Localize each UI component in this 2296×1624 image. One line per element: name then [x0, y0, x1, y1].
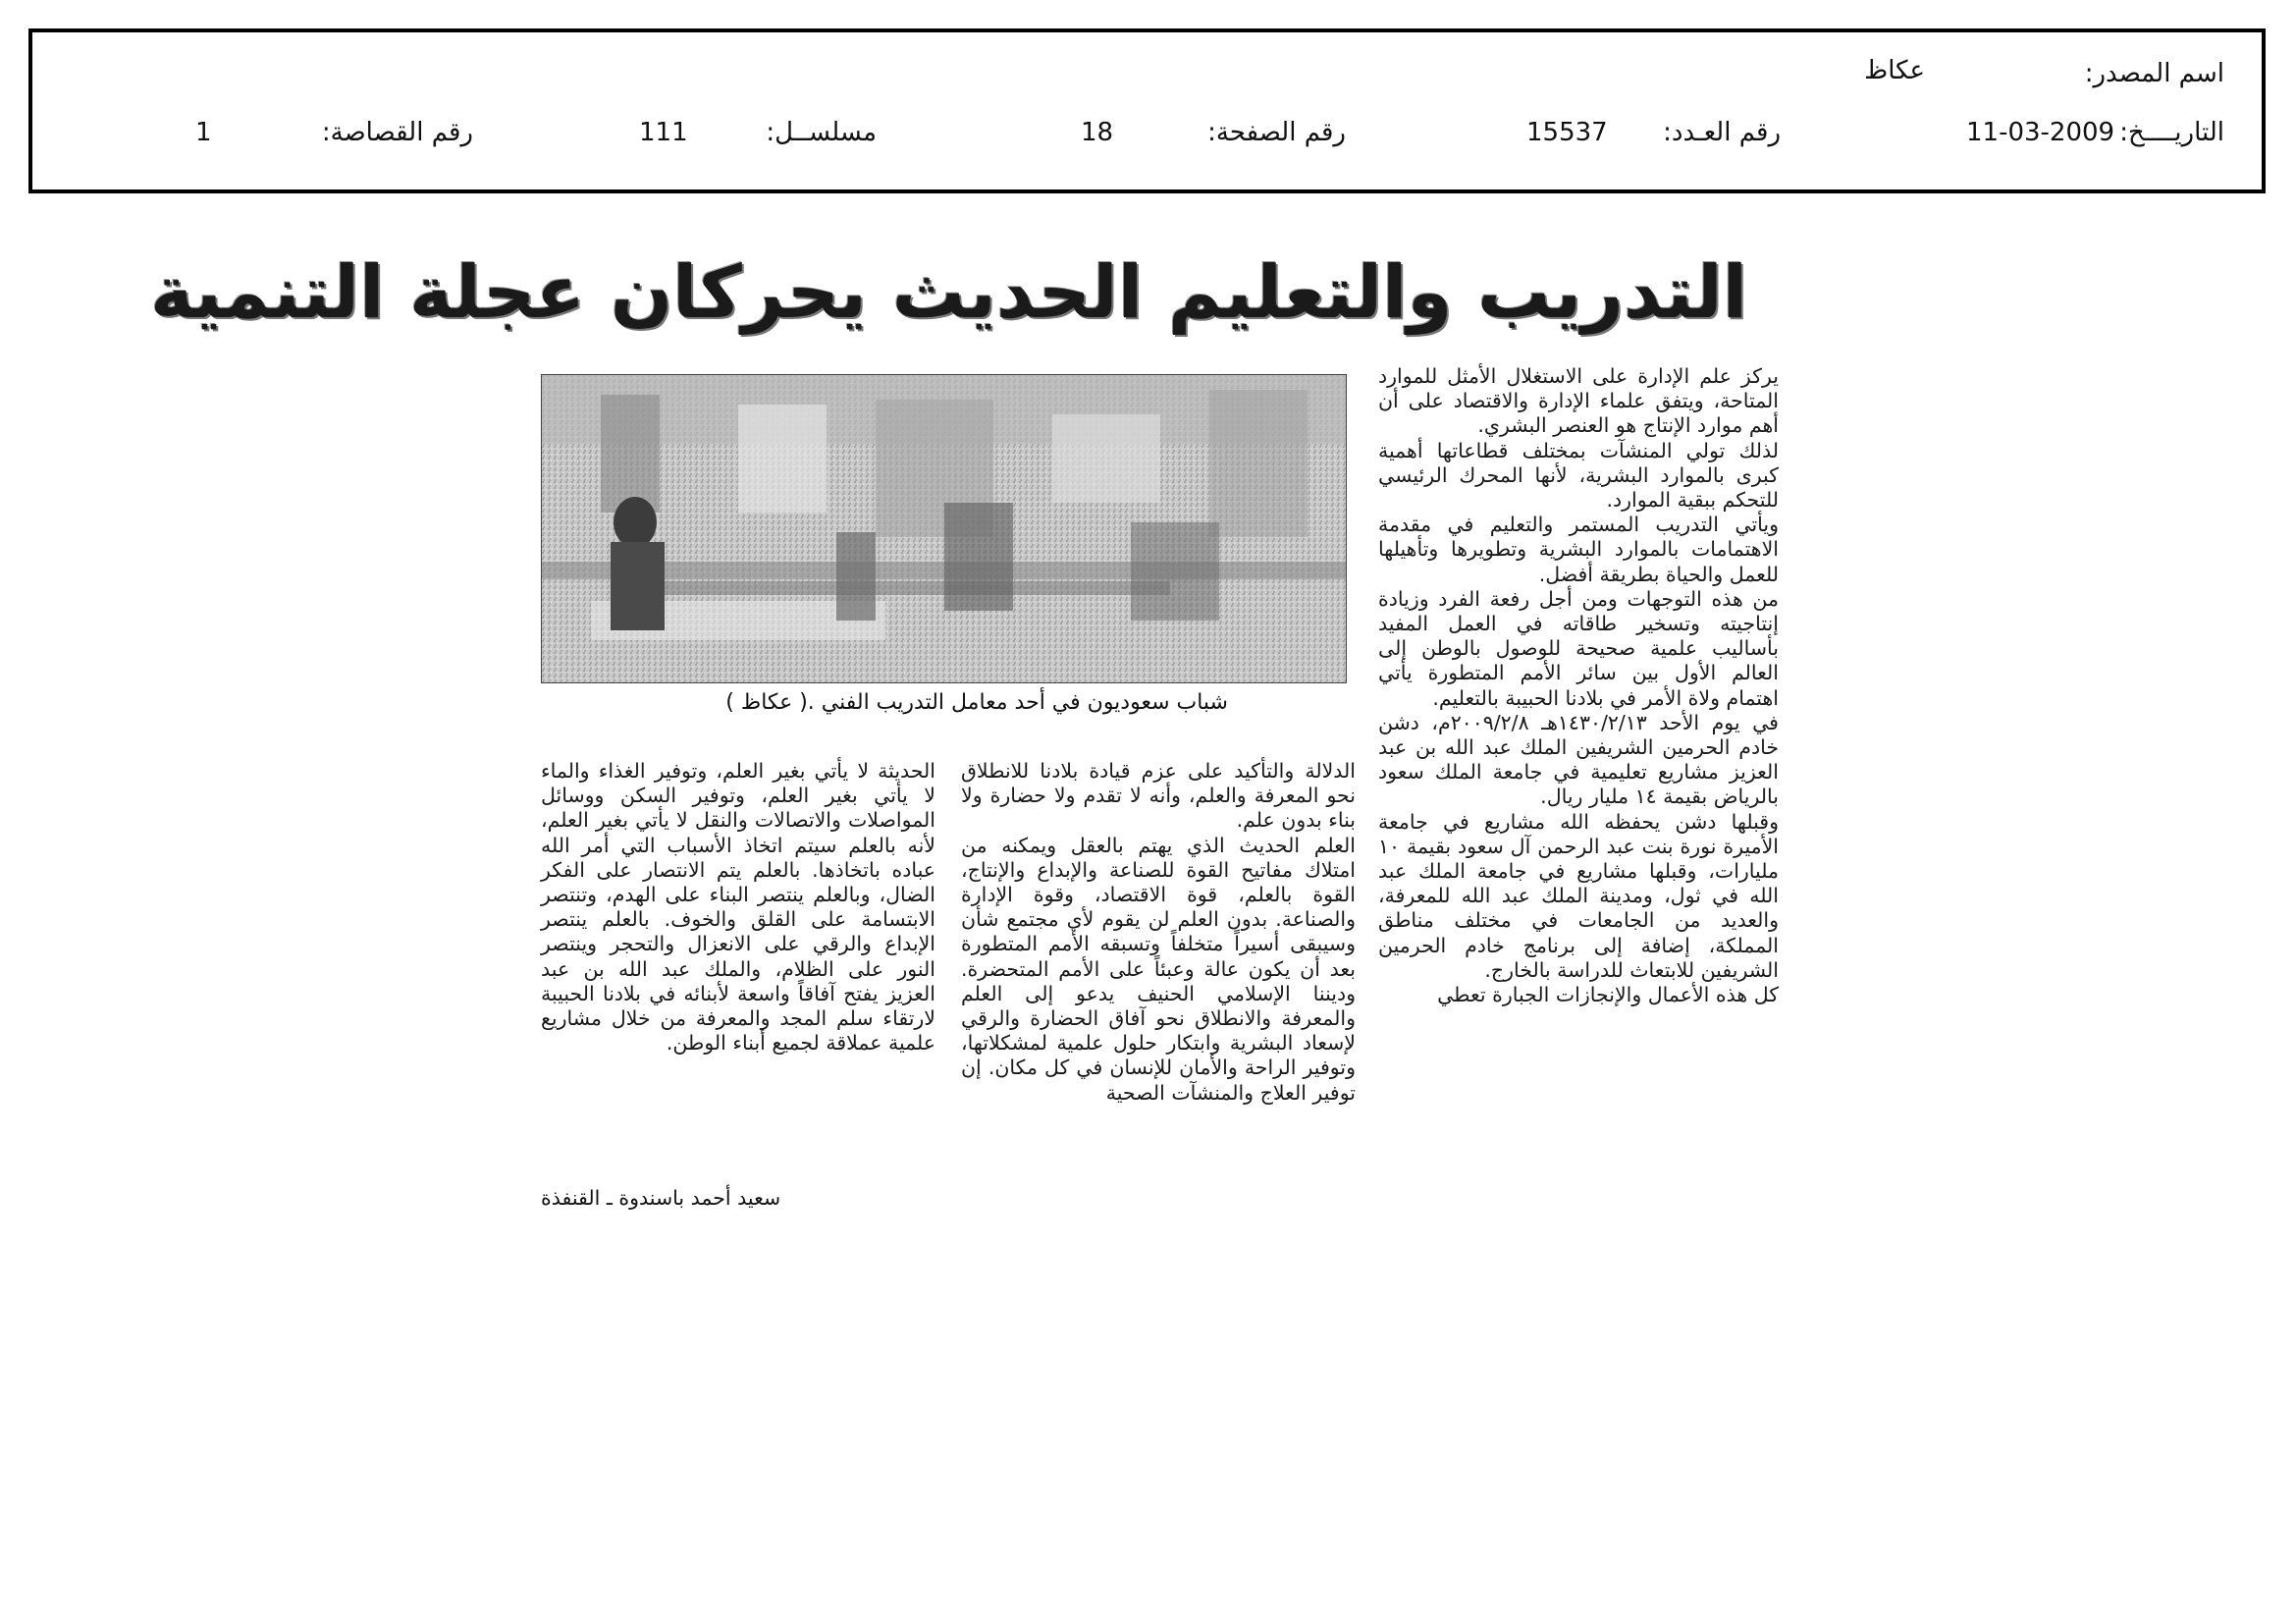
page-value: 18 — [1081, 118, 1114, 147]
paragraph: الحديثة لا يأتي بغير العلم، وتوفير الغذاء والماء لا يأتي بغير العلم، وتوفير السكن ووسائل المواصلات والاتصالات والنقل لا يأتي بغير العلم، لأنه بالعلم سيتم اتخاذ الأسباب التي أمر الله عباده باتخاذها. بالعلم يتم الانتصار على الفكر الضال، وبالعلم ينتصر البناء على الهدم، وتنتصر الابتسامة على القلق والخوف. بالعلم ينتصر الإبداع والرقي على الانعزال والتحجر وينتصر النور على الظلام، والملك عبد الله بن عبد العزيز يفتح آفاقاً واسعة لأبنائه في بلادنا الحبيبة لارتقاء سلم المجد والمعرفة من خلال مشاريع علمية عملاقة لجميع أبناء الوطن. — [541, 759, 935, 1056]
paragraph: العلم الحديث الذي يهتم بالعقل ويمكنه من امتلاك مفاتيح القوة للصناعة والإبداع والإنتاج، القوة بالعلم، قوة الاقتصاد، وقوة الإدارة والصناعة. بدون العلم لن يقوم لأي مجتمع شأن وسيبقى أسيراً متخلفاً وتسبقه الأمم المتطورة بعد أن يكون عالة وعبئاً على الأمم المتحضرة. وديننا الإسلامي الحنيف يدعو إلى العلم والمعرفة والانطلاق نحو آفاق الحضارة والرقي لإسعاد البشرية وابتكار حلول علمية لمشكلاتها، وتوفير الراحة والأمان للإنسان في كل مكان. إن توفير العلاج والمنشآت الصحية — [961, 833, 1356, 1105]
clipping-header-box — [28, 28, 2266, 193]
clip-label: رقم القصاصة: — [321, 118, 473, 147]
paragraph: من هذه التوجهات ومن أجل رفعة الفرد وزيادة إنتاجيته وتسخير طاقاته في العمل المفيد بأساليب علمية صحيحة للوصول بالوطن إلى العالم الأول بين سائر الأمم المتطورة يأتي اهتمام ولاة الأمر في بلادنا الحبيبة بالتعليم. — [1378, 586, 1779, 710]
paragraph: كل هذه الأعمال والإنجازات الجبارة تعطي — [1437, 983, 1779, 1007]
serial-value: 111 — [639, 118, 688, 147]
paragraph: يركز علم الإدارة على الاستغلال الأمثل للموارد المتاحة، ويتفق علماء الإدارة والاقتصاد على أن أهم موارد الإنتاج هو العنصر البشري. — [1378, 364, 1779, 438]
article-column-middle — [961, 759, 1356, 1106]
issue-value: 15537 — [1526, 118, 1608, 147]
article-column-left — [541, 759, 935, 1056]
paragraph: في يوم الأحد ١٤٣٠/٢/١٣هـ ٢٠٠٩/٢/٨م، دشن خادم الحرمين الشريفين الملك عبد الله بن عبد العزيز مشاريع تعليمية في جامعة الملك سعود بالرياض بقيمة ١٤ مليار ريال. — [1378, 710, 1779, 809]
page-label: رقم الصفحة: — [1207, 118, 1346, 147]
issue-label: رقم العـدد: — [1663, 118, 1781, 147]
source-value: عكاظ — [1864, 56, 1925, 85]
photo-caption: شباب سعوديون في أحد معامل التدريب الفني .( عكاظ ) — [725, 690, 1228, 715]
author-signature: سعيد أحمد باسندوة ـ القنفذة — [541, 1186, 781, 1210]
source-label: اسم المصدر: — [2084, 59, 2224, 88]
date-value: 11-03-2009 — [1966, 118, 2115, 147]
date-label: التاريــــخ: — [2119, 118, 2224, 147]
article-column-right — [1378, 364, 1779, 1007]
photo-illustration — [542, 375, 1347, 683]
clip-value: 1 — [195, 118, 212, 147]
paragraph: وقبلها دشن يحفظه الله مشاريع في جامعة الأميرة نورة بنت عبد الرحمن آل سعود بقيمة ١٠ مليارات، وقبلها مشاريع في جامعة الملك عبد الله في ثول، ومدينة الملك عبد الله للمعرفة، والعديد من الجامعات في مختلف مناطق المملكة، إضافة إلى برنامج خادم الحرمين الشريفين للابتعاث للدراسة بالخارج. — [1378, 809, 1779, 982]
paragraph: لذلك تولي المنشآت بمختلف قطاعاتها أهمية كبرى بالموارد البشرية، لأنها المحرك الرئيسي للتحكم ببقية الموارد. — [1378, 438, 1779, 513]
paragraph: الدلالة والتأكيد على عزم قيادة بلادنا للانطلاق نحو المعرفة والعلم، وأنه لا تقدم ولا حضارة ولا بناء بدون علم. — [961, 759, 1356, 833]
training-lab-photo — [541, 374, 1347, 683]
article-headline: التدريب والتعليم الحديث يحركان عجلة التنمية — [150, 250, 1747, 335]
serial-label: مسلســل: — [766, 118, 877, 147]
paragraph: ويأتي التدريب المستمر والتعليم في مقدمة الاهتمامات بالموارد البشرية وتطويرها وتأهيلها للعمل والحياة بطريقة أفضل. — [1378, 513, 1779, 586]
